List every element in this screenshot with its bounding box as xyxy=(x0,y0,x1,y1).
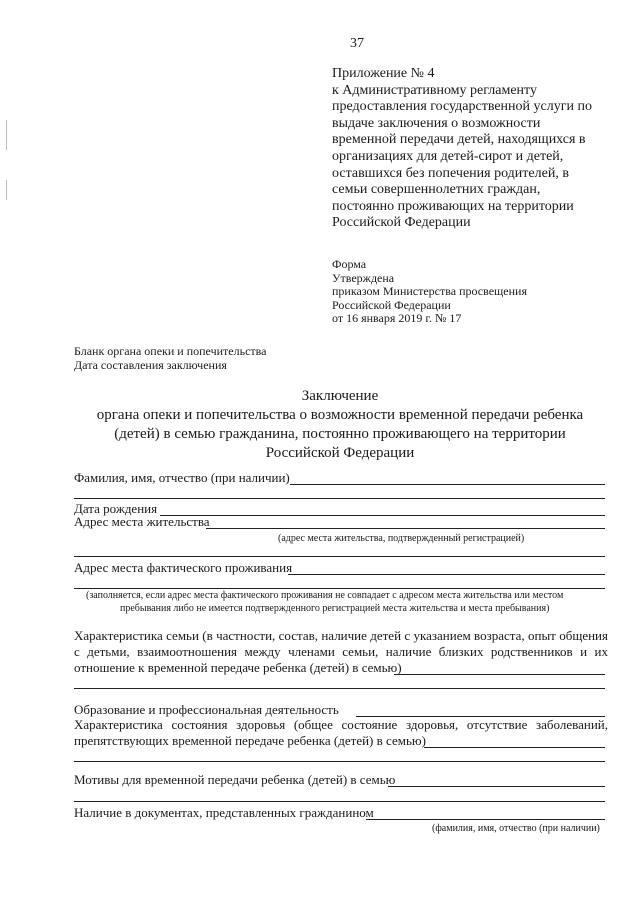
appendix-line: временной передачи детей, находящихся в xyxy=(332,132,586,148)
blank-label: Бланк органа опеки и попечительства xyxy=(74,344,267,358)
appendix-line: постоянно проживающих на территории xyxy=(332,198,574,214)
health-characteristics-text: Характеристика состояния здоровья (общее состояние здоровья, отсутствие заболеваний, препятствующих временной передаче ребенка (детей) в семью) xyxy=(74,717,608,748)
family-characteristics-field[interactable] xyxy=(394,674,605,675)
appendix-line: организациях для детей-сирот и детей, xyxy=(332,148,564,164)
actual-address-note-2: пребывания либо не имеется подтвержденного регистрацией места жительства и места пребывания) xyxy=(120,603,550,614)
appendix-line: оставшихся без попечения родителей, в xyxy=(332,165,569,181)
form-approval-line: от 16 января 2019 г. № 17 xyxy=(332,311,462,326)
birth-date-field[interactable] xyxy=(160,515,605,516)
full-name-field[interactable] xyxy=(290,484,605,485)
form-approval-line: Утверждена xyxy=(332,270,395,285)
motives-field[interactable] xyxy=(388,786,605,787)
page-number: 37 xyxy=(350,36,364,51)
scan-edge xyxy=(6,120,7,150)
health-field-line-2[interactable] xyxy=(74,761,605,762)
form-approval-line: приказом Министерства просвещения xyxy=(332,284,527,299)
title-line: Заключение xyxy=(301,388,379,404)
family-characteristics-text: Характеристика семьи (в частности, состав, наличие детей с указанием возраста, опыт общения с детьми, взаимоотношения между членами семьи, наличие близких родственников и их отношение к временной передаче ребенка (детей) в семью) xyxy=(74,628,608,675)
title-line: органа опеки и попечительства о возможности временной передачи ребенка xyxy=(96,407,584,423)
document-title xyxy=(60,387,620,463)
motives-label: Мотивы для временной передачи ребенка (детей) в семью xyxy=(74,772,396,787)
family-characteristics-field-line-2[interactable] xyxy=(74,688,605,689)
full-name-field-line-2[interactable] xyxy=(74,498,605,499)
header-left-block xyxy=(74,344,266,372)
residence-address-note: (адрес места жительства, подтвержденный регистрацией) xyxy=(278,533,525,544)
health-field[interactable] xyxy=(424,747,605,748)
form-approval-block xyxy=(332,258,527,326)
form-approval-line: Форма xyxy=(332,257,367,271)
appendix-line: Российской Федерации xyxy=(332,215,471,231)
actual-address-field-line-2[interactable] xyxy=(74,588,605,589)
title-line: Российской Федерации xyxy=(265,445,415,461)
actual-address-note-1: (заполняется, если адрес места фактического проживания не совпадает с адресом места жительства или местом xyxy=(86,590,564,601)
documents-note: (фамилия, имя, отчество (при наличии) xyxy=(432,823,600,834)
appendix-line: к Административному регламенту xyxy=(332,82,537,98)
appendix-line: семьи совершеннолетних граждан, xyxy=(332,182,541,198)
motives-field-line-2[interactable] xyxy=(74,801,605,802)
appendix-line: выдаче заключения о возможности xyxy=(332,115,541,131)
full-name-label: Фамилия, имя, отчество (при наличии) xyxy=(74,470,290,485)
residence-address-field[interactable] xyxy=(206,528,605,529)
appendix-line: предоставления государственной услуги по xyxy=(332,99,592,115)
education-label: Образование и профессиональная деятельность xyxy=(74,702,339,717)
residence-address-field-line-2[interactable] xyxy=(74,556,605,557)
actual-address-label: Адрес места фактического проживания xyxy=(74,560,293,575)
scan-edge xyxy=(6,180,7,200)
residence-address-label: Адрес места жительства xyxy=(74,514,210,529)
documents-label: Наличие в документах, представленных гражданином xyxy=(74,805,374,820)
form-approval-line: Российской Федерации xyxy=(332,297,451,312)
actual-address-field[interactable] xyxy=(288,574,605,575)
title-line: (детей) в семью гражданина, постоянно проживающего на территории xyxy=(114,426,566,442)
appendix-title: Приложение № 4 xyxy=(332,66,435,81)
birth-date-label: Дата рождения xyxy=(74,501,158,516)
appendix-block xyxy=(332,66,622,232)
date-label: Дата составления заключения xyxy=(74,358,227,372)
documents-field[interactable] xyxy=(366,819,605,820)
